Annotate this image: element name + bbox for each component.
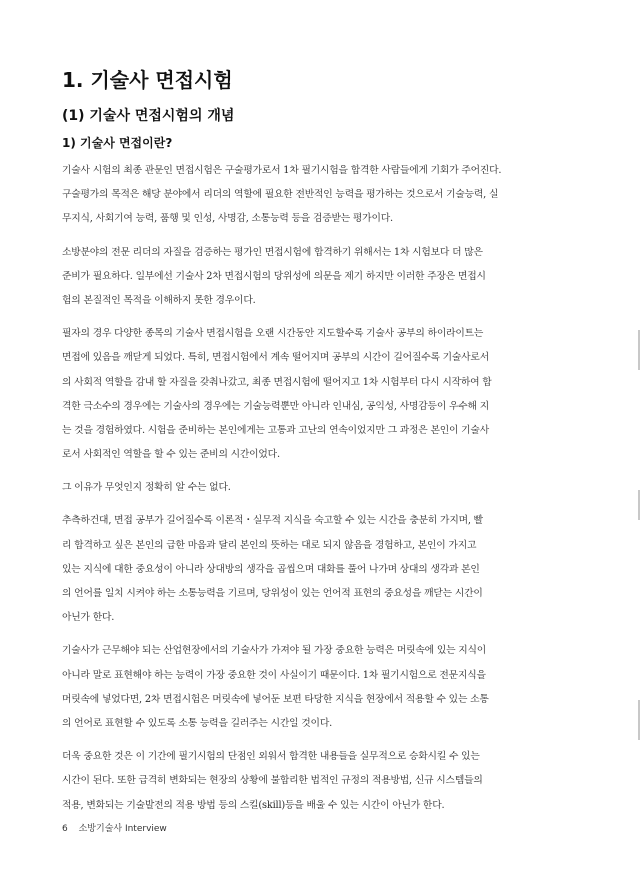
page-footer — [62, 821, 167, 834]
text-line: 준비가 필요하다. 일부에선 기술사 2차 면접시험의 당위성에 의문을 제기 하지만 이러한 주장은 면접시 — [62, 270, 486, 282]
text-line: 면접에 있음을 깨닫게 되었다. 특히, 면접시험에서 계속 떨어지며 공부의 시간이 길어질수록 기술사로서 — [62, 352, 489, 364]
paragraph — [62, 241, 590, 314]
page-number: 6 — [62, 824, 68, 834]
paragraph — [62, 639, 590, 736]
book-title: 소방기술사 Interview — [78, 824, 167, 834]
text-line: 필자의 경우 다양한 종목의 기술사 면접시험을 오랜 시간동안 지도할수록 기술사 공부의 하이라이트는 — [62, 328, 484, 340]
text-line: 는 것을 경험하였다. 시험을 준비하는 본인에게는 고통과 고난의 연속이었지만 그 과정은 본인이 기술사 — [62, 424, 489, 436]
section-heading: 1. 기술사 면접시험 — [62, 68, 233, 92]
text-line: 아닌가 한다. — [62, 612, 115, 624]
text-line: 아니라 말로 표현해야 하는 능력이 가장 중요한 것이 사실이기 때문이다. 1차 필기시험으로 전문지식을 — [62, 669, 486, 681]
paragraph — [62, 745, 590, 818]
text-line: 더욱 중요한 것은 이 기간에 필기시험의 단점인 외워서 합격한 내용들을 실무적으로 승화시킬 수 있는 — [62, 751, 480, 763]
subsubsection-heading: 1) 기술사 면접이란? — [62, 136, 173, 150]
subsection-heading: (1) 기술사 면접시험의 개념 — [62, 108, 235, 124]
text-line: 의 사회적 역할을 감내 할 자질을 갖춰나갔고, 최종 면접시험에 떨어지고 1차 시험부터 다시 시작하여 합 — [62, 376, 492, 388]
text-line: 기술사 시험의 최종 관문인 면접시험은 구술평가로서 1차 필기시험을 합격한 사람들에게 기회가 주어진다. — [62, 165, 502, 176]
text-line: 의 언어로 표현할 수 있도록 소통 능력을 길러주는 시간일 것이다. — [62, 717, 332, 729]
paragraph — [62, 509, 590, 630]
paragraph — [62, 159, 590, 232]
text-line: 구술평가의 목적은 해당 분야에서 리더의 역할에 필요한 전반적인 능력을 평가하는 것으로서 기술능력, 실 — [62, 189, 499, 201]
text-line: 격한 극소수의 경우에는 기술사의 경우에는 기술능력뿐만 아니라 인내심, 공익성, 사명감등이 우수해 지 — [62, 400, 489, 412]
text-line: 소방분야의 전문 리더의 자질을 검증하는 평가인 면접시험에 합격하기 위해서는 1차 시험보다 더 많은 — [62, 246, 483, 258]
text-line: 적용, 변화되는 기술발전의 적용 방법 등의 스킬(skill)등을 배울 수 있는 시간이 아닌가 한다. — [62, 799, 445, 811]
text-line: 시간이 된다. 또한 급격히 변화되는 현장의 상황에 불합리한 법적인 규정의 적용방법, 신규 시스템들의 — [62, 775, 483, 787]
text-line: 그 이유가 무엇인지 정확히 알 수는 없다. — [62, 482, 231, 494]
text-line: 추측하건대, 면접 공부가 길어질수록 이론적・실무적 지식을 숙고할 수 있는 시간을 충분히 가지며, 빨 — [62, 515, 483, 527]
text-line: 험의 본질적인 목적을 이해하지 못한 경우이다. — [62, 294, 256, 306]
paragraph — [62, 322, 590, 467]
text-line: 머릿속에 넣었다면, 2차 면접시험은 머릿속에 넣어둔 보편 타당한 지식을 현장에서 적용할 수 있는 소통 — [62, 693, 489, 705]
text-line: 리 합격하고 싶은 본인의 급한 마음과 달리 본인의 뜻하는 대로 되지 않음을 경험하고, 본인이 가지고 — [62, 539, 477, 551]
text-line: 의 언어를 일치 시켜야 하는 소통능력을 기르며, 당위성이 있는 언어적 표현의 중요성을 깨닫는 시간이 — [62, 588, 483, 599]
text-line: 기술사가 근무해야 되는 산업현장에서의 기술사가 가져야 될 가장 중요한 능력은 머릿속에 있는 지식이 — [62, 645, 487, 657]
text-line: 로서 사회적인 역할을 할 수 있는 준비의 시간이었다. — [62, 449, 280, 461]
text-line: 있는 지식에 대한 중요성이 아니라 상대방의 생각을 곱씹으며 대화를 풀어 나가며 상대의 생각과 본인 — [62, 563, 480, 575]
paragraph — [62, 476, 590, 500]
body-text — [62, 159, 590, 827]
text-line: 무지식, 사회기여 능력, 품행 및 인성, 사명감, 소통능력 등을 검증받는 평가이다. — [62, 213, 393, 225]
